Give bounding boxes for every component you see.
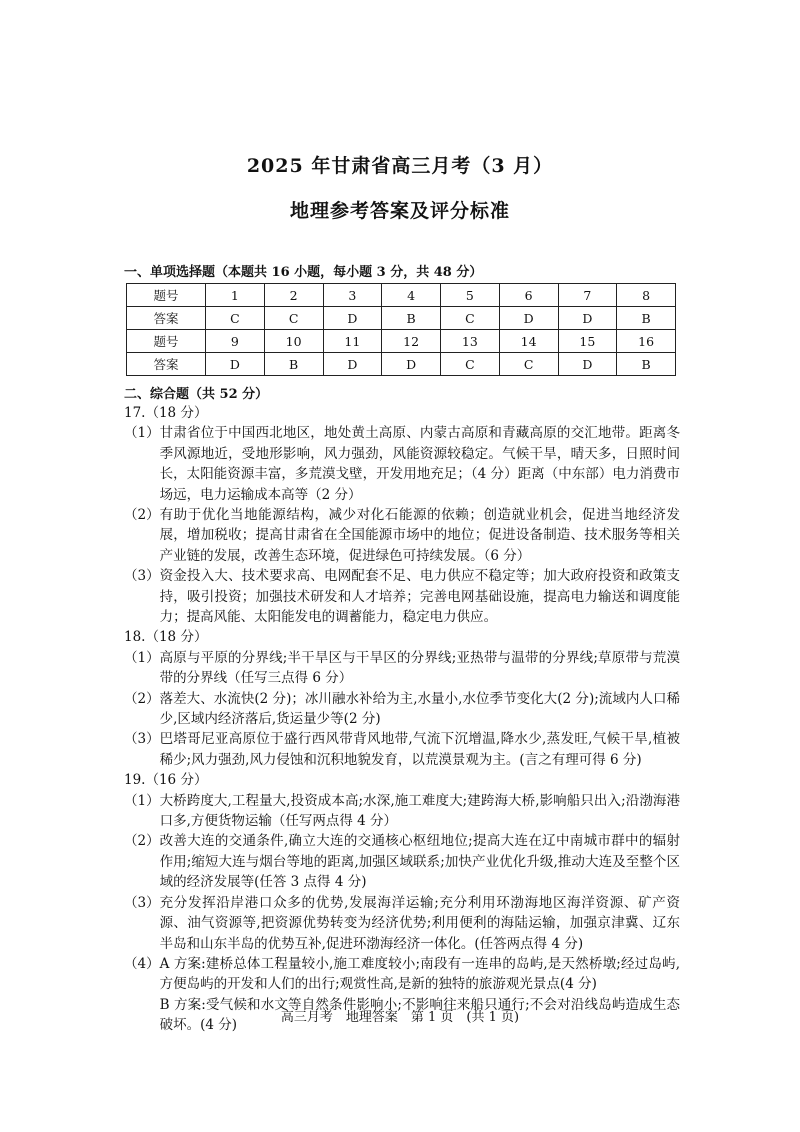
answer-17-3 bbox=[124, 566, 680, 627]
table-cell: 13 bbox=[441, 330, 500, 353]
table-cell: 7 bbox=[558, 284, 617, 307]
document-title: 2025 年甘肃省高三月考（3 月） bbox=[246, 155, 554, 177]
answer-text: 充分发挥沿岸港口众多的优势,发展海洋运输;充分利用环渤海地区海洋资源、矿产资源、油气资源等,把资源优势转变为经济优势;利用便利的海陆运输，加强京津冀、辽东半岛和山东半岛的优势互补,促进环渤海经济一体化。(任答两点得 4 分) bbox=[159, 894, 680, 952]
table-cell: D bbox=[558, 307, 617, 330]
answer-18-1 bbox=[124, 648, 680, 689]
table-cell: D bbox=[323, 353, 382, 376]
item-number: （2） bbox=[124, 690, 160, 707]
multiple-choice-answer-table bbox=[126, 283, 676, 376]
option-b-text: B 方案:受气候和水文等自然条件影响小;不影响往来船只通行;不会对沿线岛屿造成生态破坏。(4 分) bbox=[159, 996, 680, 1034]
item-number: （1） bbox=[124, 425, 160, 442]
table-cell: C bbox=[441, 353, 500, 376]
item-number: （2） bbox=[124, 507, 160, 524]
table-row-question-numbers-2 bbox=[127, 330, 676, 353]
row-label-question: 题号 bbox=[127, 330, 206, 353]
table-cell: C bbox=[264, 307, 323, 330]
answer-19-1 bbox=[124, 791, 680, 832]
table-cell: C bbox=[441, 307, 500, 330]
item-number: （3） bbox=[124, 894, 160, 911]
answer-text: 有助于优化当地能源结构，减少对化石能源的依赖；创造就业机会，促进当地经济发展，增加税收；提高甘肃省在全国能源市场中的地位；促进设备制造、技术服务等相关产业链的发展，改善生态环境，促进绿色可持续发展。（6 分） bbox=[159, 507, 680, 564]
item-number: （3） bbox=[124, 568, 160, 585]
row-label-answer: 答案 bbox=[127, 353, 206, 376]
table-cell: D bbox=[558, 353, 617, 376]
answer-19-2 bbox=[124, 831, 680, 892]
page-footer: 高三月考 地理答案 第 1 页 (共 1 页) bbox=[280, 1010, 520, 1025]
table-row-question-numbers-1 bbox=[127, 284, 676, 307]
answer-text: 大桥跨度大,工程量大,投资成本高;水深,施工难度大;建跨海大桥,影响船只出入;沿渤海港口多,方便货物运输（任写两点得 4 分） bbox=[159, 792, 680, 830]
answer-text: 改善大连的交通条件,确立大连的交通核心枢纽地位;提高大连在辽中南城市群中的辐射作用;缩短大连与烟台等地的距离,加强区域联系;加快产业优化升级,推动大连及至整个区域的经济发展等(任答 3 点得 4 分) bbox=[159, 833, 680, 891]
table-cell: 16 bbox=[617, 330, 676, 353]
table-cell: 4 bbox=[382, 284, 441, 307]
table-cell: 11 bbox=[323, 330, 382, 353]
table-cell: 15 bbox=[558, 330, 617, 353]
answer-17-2 bbox=[124, 505, 680, 566]
table-cell: D bbox=[382, 353, 441, 376]
table-cell: 8 bbox=[617, 284, 676, 307]
section-2-heading: 二、综合题（共 52 分） bbox=[124, 387, 269, 402]
table-cell: D bbox=[323, 307, 382, 330]
table-row-answers-1 bbox=[127, 307, 676, 330]
table-row-answers-2 bbox=[127, 353, 676, 376]
option-a-text: A 方案:建桥总体工程量较小,施工难度较小;南段有一连串的岛屿,是天然桥墩;经过岛屿,方便岛屿的开发和人们的出行;观赏性高,是新的独特的旅游观光景点(4 分) bbox=[159, 955, 680, 993]
answer-19-3 bbox=[124, 893, 680, 954]
table-cell: 5 bbox=[441, 284, 500, 307]
section-2-body bbox=[124, 403, 680, 1036]
row-label-answer: 答案 bbox=[127, 307, 206, 330]
table-cell: 12 bbox=[382, 330, 441, 353]
answer-text: 甘肃省位于中国西北地区，地处黄土高原、内蒙古高原和青藏高原的交汇地带。距离冬季风源地近，受地形影响，风力强劲，风能资源较稳定。气候干旱，晴天多，日照时间长，太阳能资源丰富，多荒漠戈壁，开发用地充足；（4 分）距离（中东部）电力消费市场远，电力运输成本高等（2 分） bbox=[159, 425, 680, 503]
table-cell: 14 bbox=[499, 330, 558, 353]
table-cell: 9 bbox=[206, 330, 265, 353]
table-cell: 1 bbox=[206, 284, 265, 307]
table-cell: B bbox=[382, 307, 441, 330]
question-19-heading: 19.（16 分） bbox=[124, 772, 208, 789]
answer-17-1 bbox=[124, 423, 680, 505]
section-1-heading: 一、单项选择题（本题共 16 小题，每小题 3 分，共 48 分） bbox=[124, 265, 483, 280]
answer-18-2 bbox=[124, 689, 680, 730]
answer-text: 高原与平原的分界线;半干旱区与干旱区的分界线;亚热带与温带的分界线;草原带与荒漠带的分界线（任写三点得 6 分） bbox=[159, 649, 680, 687]
item-number: （2） bbox=[124, 833, 160, 850]
document-subtitle: 地理参考答案及评分标准 bbox=[289, 200, 510, 222]
table-cell: 3 bbox=[323, 284, 382, 307]
item-number: （1） bbox=[124, 649, 160, 666]
item-number: （4） bbox=[124, 955, 160, 972]
table-cell: 6 bbox=[499, 284, 558, 307]
table-cell: C bbox=[499, 353, 558, 376]
item-number: （1） bbox=[124, 792, 160, 809]
table-cell: D bbox=[206, 353, 265, 376]
table-cell: 2 bbox=[264, 284, 323, 307]
row-label-question: 题号 bbox=[127, 284, 206, 307]
item-number: （3） bbox=[124, 731, 160, 748]
table-cell: C bbox=[206, 307, 265, 330]
table-cell: 10 bbox=[264, 330, 323, 353]
table-cell: B bbox=[617, 353, 676, 376]
table-cell: B bbox=[264, 353, 323, 376]
question-18-heading: 18.（18 分） bbox=[124, 629, 208, 646]
answer-text: 落差大、水流快(2 分)；冰川融水补给为主,水量小,水位季节变化大(2 分);流域内人口稀少,区域内经济落后,货运量少等(2 分) bbox=[159, 690, 680, 728]
answer-18-3 bbox=[124, 729, 680, 770]
answer-text: 巴塔哥尼亚高原位于盛行西风带背风地带,气流下沉增温,降水少,蒸发旺,气候干旱,植被稀少;风力强劲,风力侵蚀和沉积地貌发育，以荒漠景观为主。(言之有理可得 6 分) bbox=[159, 731, 680, 768]
answer-text: 资金投入大、技术要求高、电网配套不足、电力供应不稳定等；加大政府投资和政策支持，吸引投资；加强技术研发和人才培养；完善电网基础设施，提高电力输送和调度能力；提高风能、太阳能发电的调蓄能力，稳定电力供应。 bbox=[159, 568, 680, 626]
table-cell: D bbox=[499, 307, 558, 330]
table-cell: B bbox=[617, 307, 676, 330]
question-17-heading: 17.（18 分） bbox=[124, 405, 208, 421]
